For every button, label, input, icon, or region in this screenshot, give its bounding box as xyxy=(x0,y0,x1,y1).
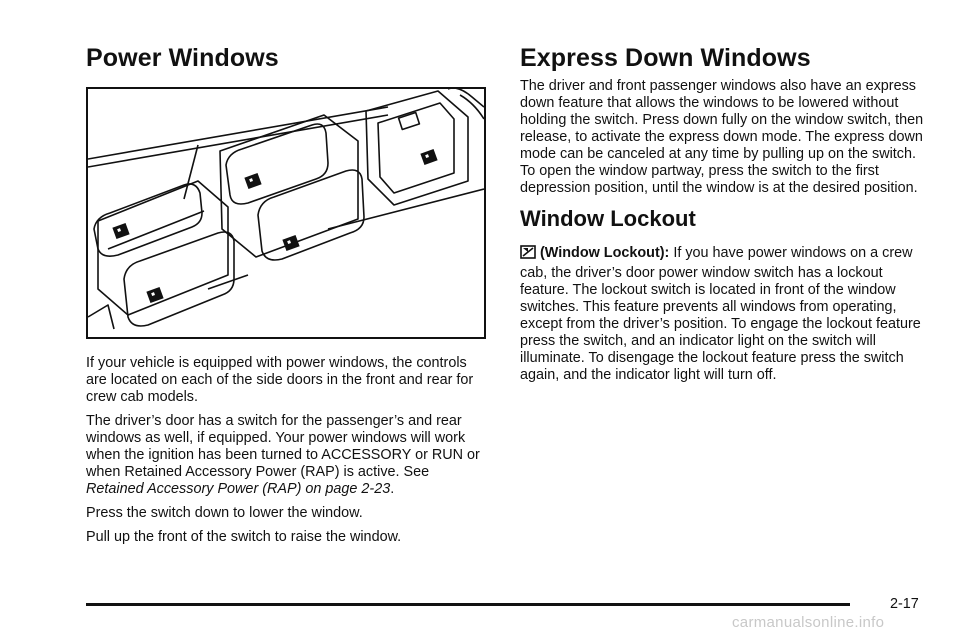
driver-switch-text: The driver’s door has a switch for the passenger’s and rear windows as well, if equipped. Your power windows will work when the ignition has been turned to ACCESSORY or RUN or when Retained Accessory Power (RAP) is active. See xyxy=(86,413,480,480)
rap-page-reference[interactable]: Retained Accessory Power (RAP) on page 2-23 xyxy=(86,481,391,497)
watermark: carmanualsonline.info xyxy=(732,614,885,631)
power-window-switch-illustration xyxy=(86,87,486,339)
window-lockout-icon xyxy=(520,244,536,265)
window-lockout-text xyxy=(520,244,924,384)
section-title-window-lockout: Window Lockout xyxy=(520,206,696,231)
raise-window-instruction: Pull up the front of the switch to raise the window. xyxy=(86,529,402,545)
reference-period: . xyxy=(390,481,395,497)
window-lockout-label: (Window Lockout): xyxy=(540,245,670,261)
right-column xyxy=(520,40,924,391)
power-windows-intro: If your vehicle is equipped with power windows, the controls are located on each of the side doors in the front and rear for crew cab models. xyxy=(86,355,474,405)
express-down-text: The driver and front passenger windows also have an express down feature that allows the windows to be lowered without holding the switch. Press down fully on the window switch, then release, to activate the express down mode. The express down mode can be canceled at any time by pulling up on the switch. To open the window partway, press the switch to the first depression position, until the window is at the desired position. xyxy=(520,78,924,196)
footer-rule xyxy=(86,603,850,606)
page-number: 2-17 xyxy=(890,596,919,612)
section-title-power-windows: Power Windows xyxy=(86,44,279,72)
power-windows-driver-switch xyxy=(86,413,488,498)
lower-window-instruction: Press the switch down to lower the window. xyxy=(86,505,363,521)
left-column xyxy=(86,40,488,553)
window-lockout-description: If you have power windows on a crew cab, the driver’s door power window switch has a lockout feature. The lockout switch is located in front of the window switches. This feature prevents all windows from operating, except from the driver’s position. To engage the lockout feature press the switch, and an indicator light on the switch will illuminate. To disengage the lockout feature press the switch again, and the indicator light will turn off. xyxy=(520,245,921,383)
section-title-express-down: Express Down Windows xyxy=(520,44,811,72)
switch-panel-drawing xyxy=(88,89,484,337)
